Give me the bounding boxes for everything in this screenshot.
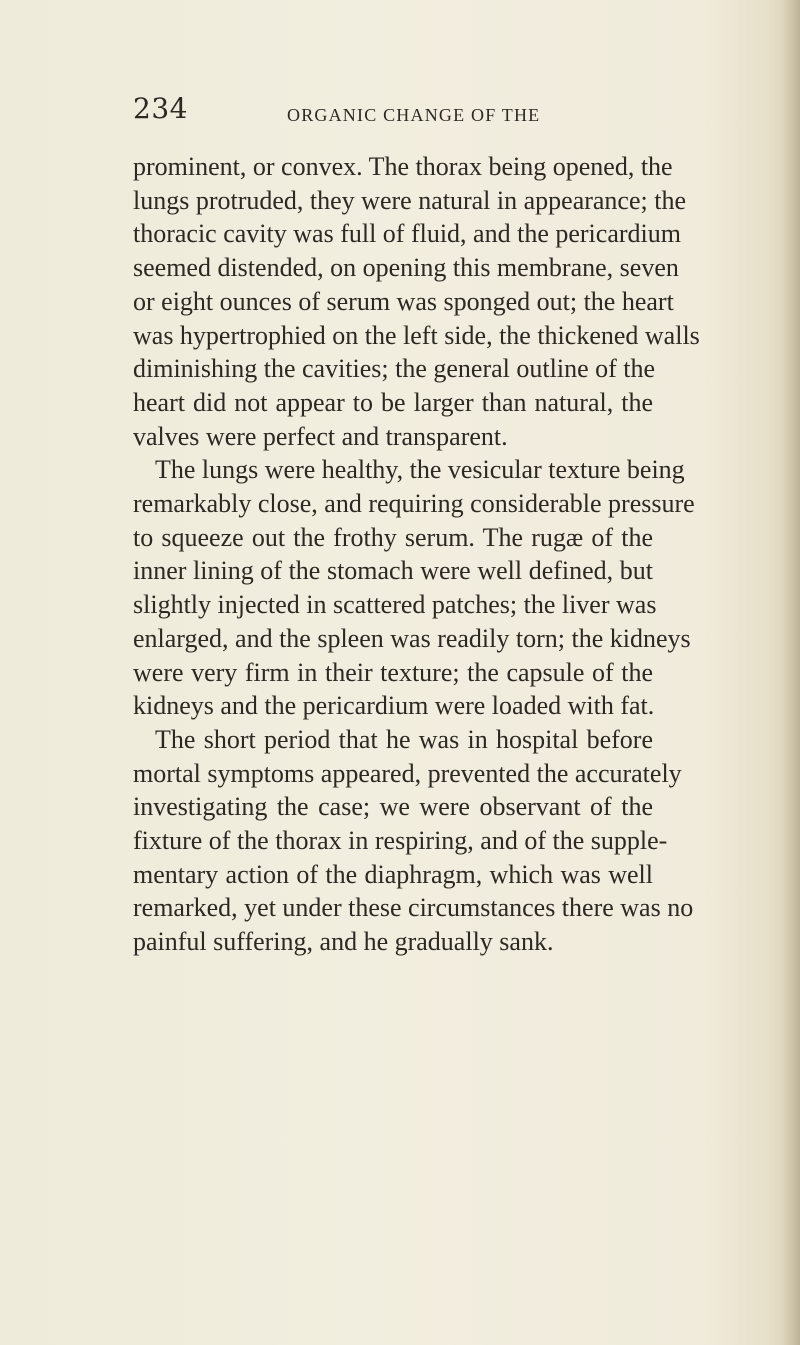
body-text: [133, 150, 700, 959]
page-edge-shadow: [782, 0, 800, 1345]
text-line: slightly injected in scattered patches; the liver was: [133, 590, 657, 620]
text-line: mortal symptoms appeared, prevented the accurately: [133, 758, 682, 788]
text-line: The short period that he was in hospital before: [155, 724, 653, 754]
text-line: was hypertrophied on the left side, the thickened walls: [133, 320, 700, 350]
text-line: remarkably close, and requiring considerable pressure: [133, 489, 695, 519]
text-line: or eight ounces of serum was sponged out; the heart: [133, 286, 674, 316]
text-line: fixture of the thorax in respiring, and of the supple-: [133, 826, 668, 856]
text-line: seemed distended, on opening this membrane, seven: [133, 253, 679, 283]
page-number: 234: [133, 92, 188, 125]
text-line: kidneys and the pericardium were loaded with fat.: [133, 691, 655, 721]
text-line: heart did not appear to be larger than natural, the: [133, 387, 653, 417]
text-line: mentary action of the diaphragm, which was well: [133, 859, 653, 889]
text-line: diminishing the cavities; the general outline of the: [133, 354, 656, 384]
text-line: investigating the case; we were observant of the: [133, 792, 653, 822]
text-line: remarked, yet under these circumstances there was no: [133, 893, 694, 923]
text-line: valves were perfect and transparent.: [133, 421, 508, 451]
text-line: inner lining of the stomach were well defined, but: [133, 556, 653, 586]
text-line: painful suffering, and he gradually sank.: [133, 927, 554, 957]
text-line: were very firm in their texture; the capsule of the: [133, 657, 653, 687]
text-line: lungs protruded, they were natural in appearance; the: [133, 185, 686, 215]
text-line: to squeeze out the frothy serum. The rugæ of the: [133, 522, 653, 552]
text-line: thoracic cavity was full of fluid, and the pericardium: [133, 219, 681, 249]
page-header: [133, 92, 653, 132]
running-head: ORGANIC CHANGE OF THE: [287, 105, 541, 125]
text-line: The lungs were healthy, the vesicular texture being: [155, 455, 685, 485]
text-line: prominent, or convex. The thorax being opened, the: [133, 152, 673, 181]
text-line: enlarged, and the spleen was readily torn; the kidneys: [133, 623, 691, 653]
